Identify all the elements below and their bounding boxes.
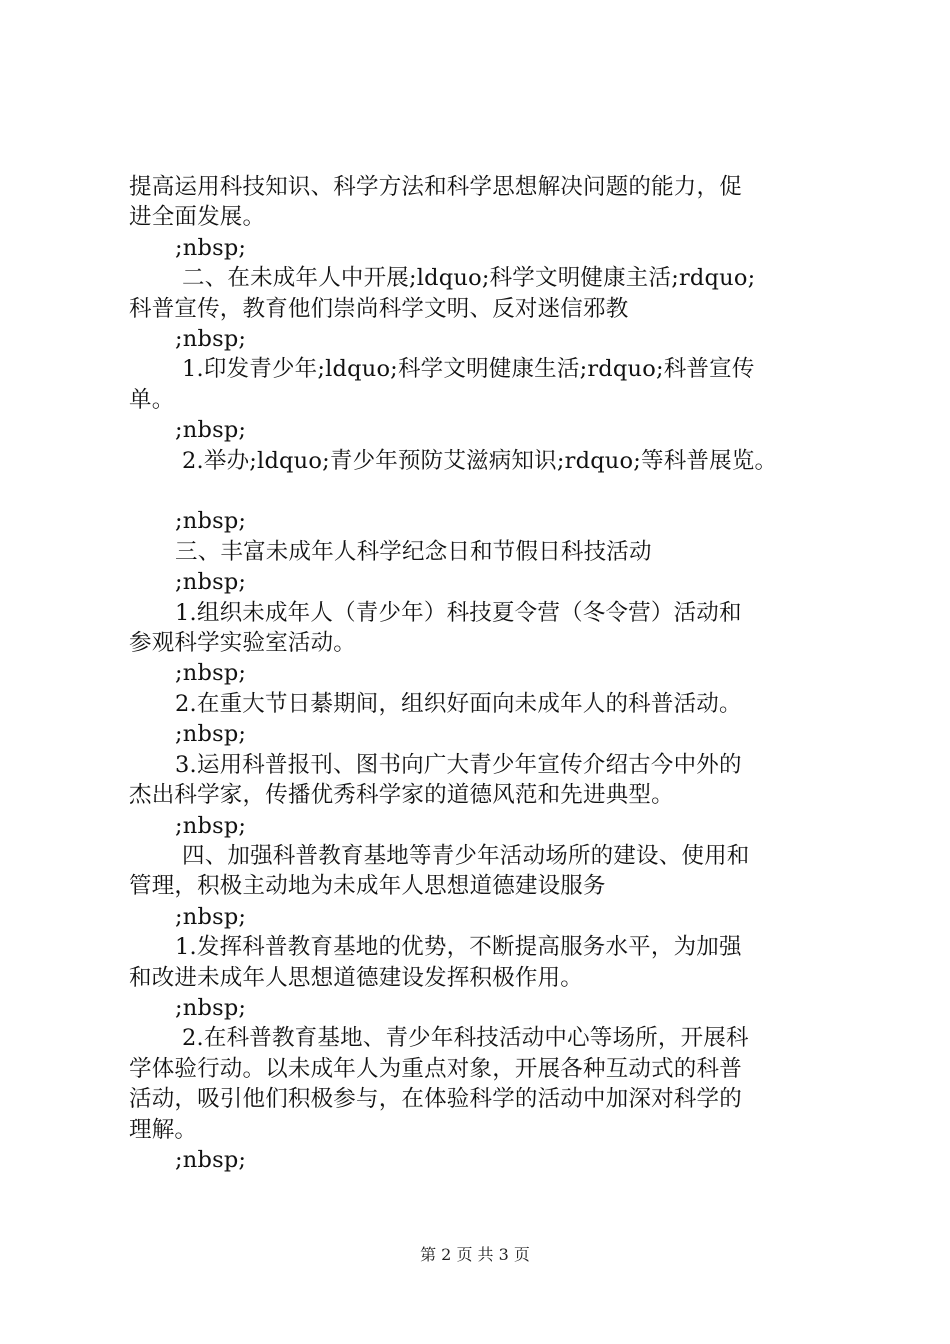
nbsp-line: ;nbsp;: [175, 721, 247, 748]
page-footer: [0, 1244, 950, 1266]
document-body: [129, 172, 839, 1175]
list-item-2-2: 2.举办;ldquo;青少年预防艾滋病知识;rdquo;等科普展览。: [182, 447, 778, 474]
section-heading-2: 二、在未成年人中开展;ldquo;科学文明健康主活;rdquo;: [182, 265, 756, 292]
list-item-4-2-cont: 理解。: [129, 1116, 198, 1143]
nbsp-line: ;nbsp;: [175, 326, 247, 353]
nbsp-line: ;nbsp;: [175, 417, 247, 444]
page-number-label: 第 2 页 共 3 页: [420, 1245, 530, 1264]
list-item-4-2-cont: 学体验行动。以未成年人为重点对象，开展各种互动式的科普: [129, 1055, 742, 1082]
nbsp-line: ;nbsp;: [175, 234, 247, 261]
list-item-3-3-cont: 杰出科学家，传播优秀科学家的道德风范和先进典型。: [129, 782, 674, 809]
nbsp-line: ;nbsp;: [175, 994, 247, 1021]
paragraph-line: 提高运用科技知识、科学方法和科学思想解决问题的能力，促: [129, 174, 742, 200]
blank-line: [129, 476, 839, 506]
section-heading-4-cont: 管理，积极主动地为未成年人思想道德建设服务: [129, 873, 606, 900]
nbsp-line: ;nbsp;: [175, 812, 247, 839]
nbsp-line: ;nbsp;: [175, 903, 247, 930]
list-item-3-1: 1.组织未成年人（青少年）科技夏令营（冬令营）活动和: [175, 599, 742, 626]
list-item-4-1: 1.发挥科普教育基地的优势，不断提高服务水平，为加强: [175, 934, 742, 961]
nbsp-line: ;nbsp;: [175, 660, 247, 687]
nbsp-line: ;nbsp;: [175, 1146, 247, 1173]
list-item-3-2: 2.在重大节日綦期间，组织好面向未成年人的科普活动。: [175, 690, 742, 717]
list-item-3-3: 3.运用科普报刊、图书向广大青少年宣传介绍古今中外的: [175, 751, 742, 778]
section-heading-4: 四、加强科普教育基地等青少年活动场所的建设、使用和: [182, 842, 750, 869]
list-item-4-2: 2.在科普教育基地、青少年科技活动中心等场所，开展科: [182, 1025, 749, 1052]
list-item-2-1-cont: 单。: [129, 386, 175, 413]
nbsp-line: ;nbsp;: [175, 569, 247, 596]
nbsp-line: ;nbsp;: [175, 508, 247, 535]
section-heading-2-cont: 科普宣传，教育他们崇尚科学文明、反对迷信邪教: [129, 295, 629, 322]
list-item-4-1-cont: 和改进未成年人思想道德建设发挥积极作用。: [129, 964, 584, 991]
list-item-4-2-cont: 活动，吸引他们积极参与，在体验科学的活动中加深对科学的: [129, 1086, 742, 1113]
section-heading-3: 三、丰富未成年人科学纪念日和节假日科技活动: [175, 538, 652, 565]
list-item-2-1: 1.印发青少年;ldquo;科学文明健康生活;rdquo;科普宣传: [182, 356, 755, 383]
paragraph-line: 进全面发展。: [129, 204, 266, 231]
list-item-3-1-cont: 参观科学实验室活动。: [129, 630, 357, 657]
